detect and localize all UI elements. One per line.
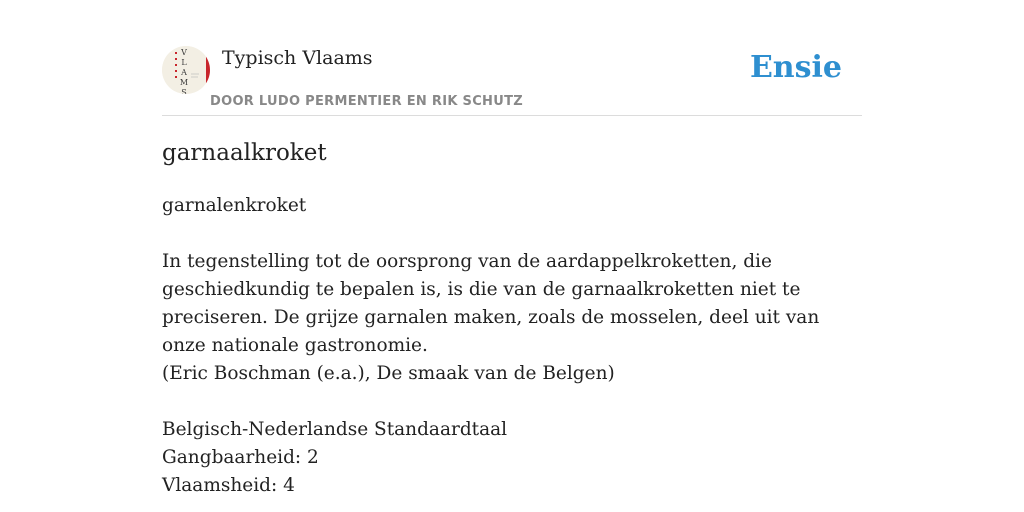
book-header bbox=[162, 44, 862, 116]
book-title[interactable]: Typisch Vlaams bbox=[222, 47, 373, 69]
svg-text:L: L bbox=[181, 58, 187, 67]
book-cover-icon[interactable] bbox=[162, 46, 210, 94]
svg-text:M: M bbox=[179, 78, 189, 87]
entry-title: garnaalkroket bbox=[162, 140, 327, 166]
entry-vlaamsheid: Vlaamsheid: 4 bbox=[162, 475, 295, 496]
spacer bbox=[162, 220, 867, 248]
spacer bbox=[162, 388, 867, 416]
book-authors: DOOR LUDO PERMENTIER EN RIK SCHUTZ bbox=[210, 94, 523, 109]
ensie-logo[interactable]: Ensie bbox=[749, 50, 842, 85]
entry-citation: (Eric Boschman (e.a.), De smaak van de Belgen) bbox=[162, 363, 615, 384]
svg-text:S: S bbox=[181, 88, 187, 94]
svg-text:A: A bbox=[181, 68, 187, 77]
entry-body bbox=[162, 192, 867, 500]
svg-text:V: V bbox=[181, 48, 187, 57]
entry-synonym: garnalenkroket bbox=[162, 195, 307, 216]
entry-gangbaarheid: Gangbaarheid: 2 bbox=[162, 447, 319, 468]
entry-language: Belgisch-Nederlandse Standaardtaal bbox=[162, 419, 508, 440]
entry-paragraph: In tegenstelling tot de oorsprong van de aardappelkroketten, die geschiedkundig te bepalen is, is die van de garnaalkroketten niet te preciseren. De grijze garnalen maken, zoals de mosselen, deel uit van onze nationale gastronomie. bbox=[162, 251, 820, 356]
